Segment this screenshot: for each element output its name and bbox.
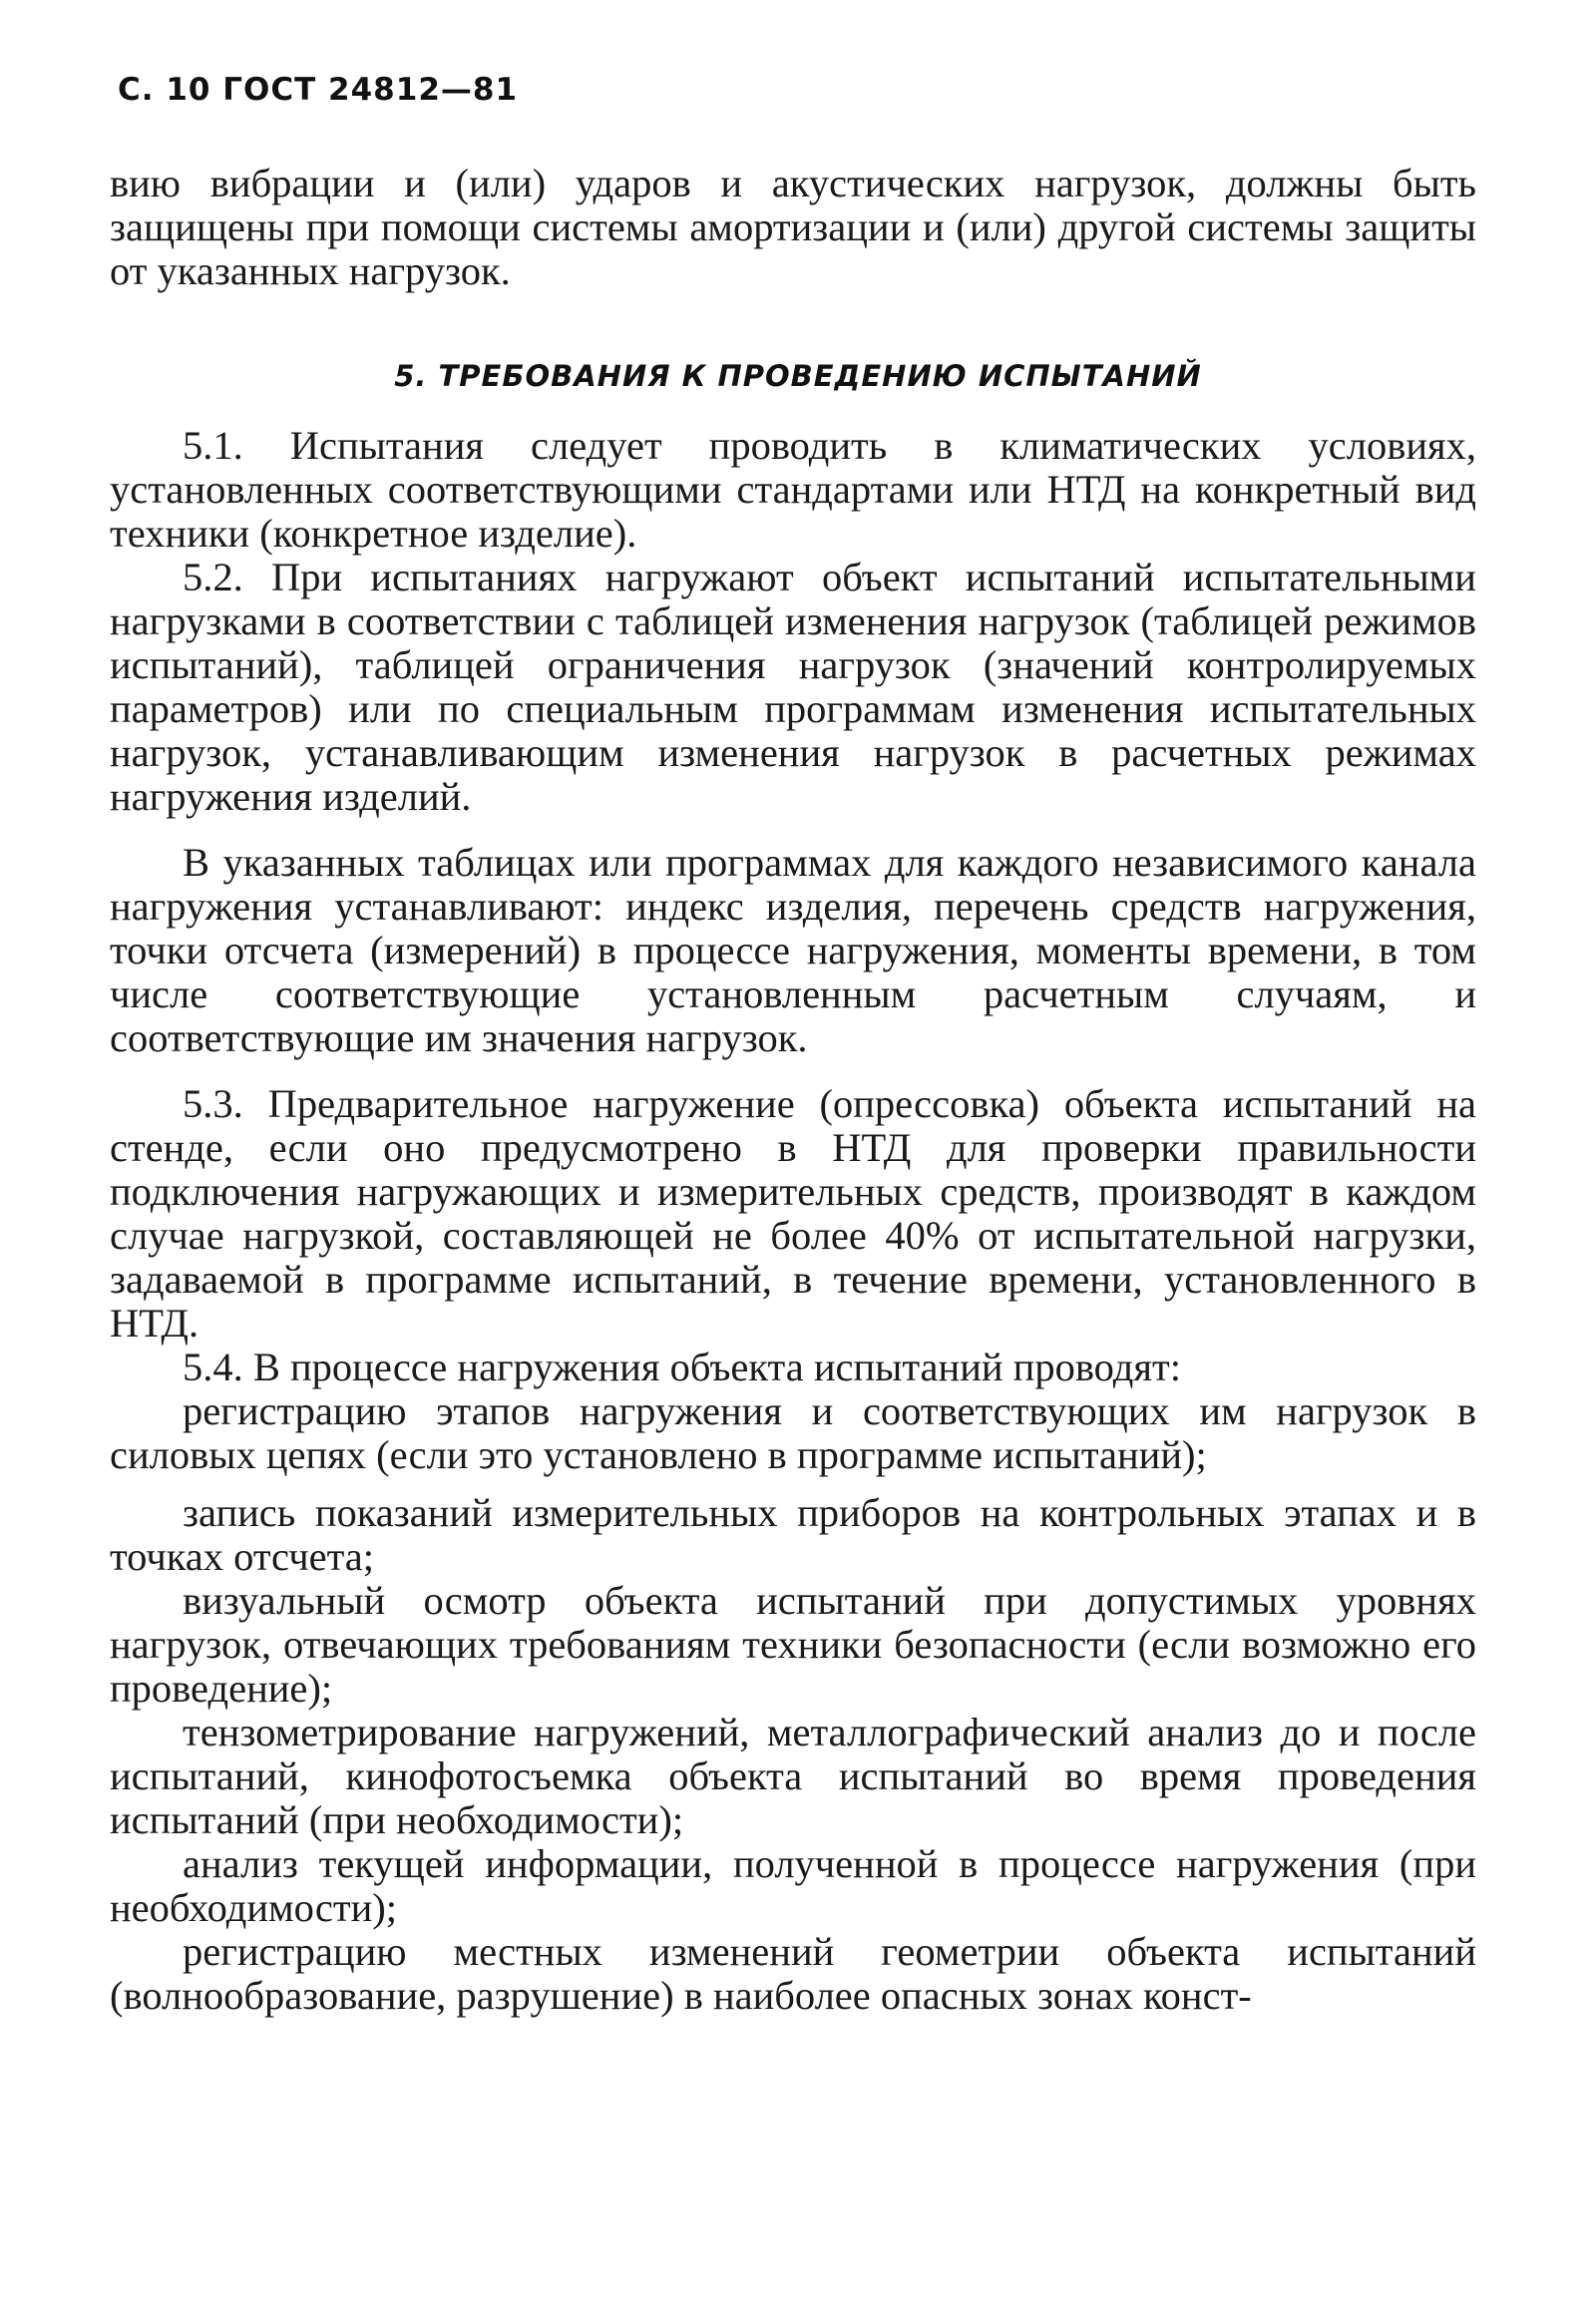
paragraph-5-2: 5.2. При испытаниях нагружают объект испытаний испытательными нагрузками в соответствии с таблицей изменения нагрузок (таблицей режимов испытаний), таблицей ограничения нагрузок (значений контролируемых параметров) или по специальным программам изменения испытательных нагрузок, устанавливающим изменения нагрузок в расчетных режимах нагружения изделий.: [110, 555, 1476, 819]
paragraph-tables-description: В указанных таблицах или программах для каждого независимого канала нагружения устанавливают: индекс изделия, перечень средств нагружения, точки отсчета (измерений) в процессе нагружения, моменты времени, в том числе соответствующие установленным расчетным случаям, и соответствующие им значения нагрузок.: [110, 840, 1476, 1060]
section-title: 5. ТРЕБОВАНИЯ К ПРОВЕДЕНИЮ ИСПЫТАНИЙ: [394, 359, 1202, 393]
paragraph-5-4: 5.4. В процессе нагружения объекта испытаний проводят:: [183, 1345, 1181, 1389]
list-item: тензометрирование нагружений, металлографический анализ до и после испытаний, кинофотосъемка объекта испытаний во время проведения испытаний (при необходимости);: [110, 1710, 1476, 1842]
running-header: С. 10 ГОСТ 24812—81: [118, 72, 519, 108]
list-item: регистрацию местных изменений геометрии объекта испытаний (волнообразование, разрушение) в наиболее опасных зонах конст-: [110, 1929, 1476, 2018]
list-item: регистрацию этапов нагружения и соответствующих им нагрузок в силовых цепях (если это установлено в программе испытаний);: [110, 1388, 1476, 1477]
list-item: запись показаний измерительных приборов на контрольных этапах и в точках отсчета;: [110, 1490, 1476, 1579]
paragraph-5-1: 5.1. Испытания следует проводить в климатических условиях, установленных соответствующими стандартами или НТД на конкретный вид техники (конкретное изделие).: [110, 423, 1476, 556]
list-item: анализ текущей информации, полученной в процессе нагружения (при необходимости);: [110, 1841, 1476, 1930]
intro-paragraph: вию вибрации и (или) ударов и акустических нагрузок, должны быть защищены при помощи системы амортизации и (или) другой системы защиты от указанных нагрузок.: [110, 161, 1476, 293]
paragraph-5-3: 5.3. Предварительное нагружение (опрессовка) объекта испытаний на стенде, если оно предусмотрено в НТД для проверки правильности подключения нагружающих и измерительных средств, производят в каждом случае нагрузкой, составляющей не более 40% от испытательной нагрузки, задаваемой в программе испытаний, в течение времени, установленного в НТД.: [110, 1081, 1476, 1346]
list-item: визуальный осмотр объекта испытаний при допустимых уровнях нагрузок, отвечающих требованиям техники безопасности (если возможно его проведение);: [110, 1578, 1476, 1711]
section-body: [110, 424, 1476, 2018]
